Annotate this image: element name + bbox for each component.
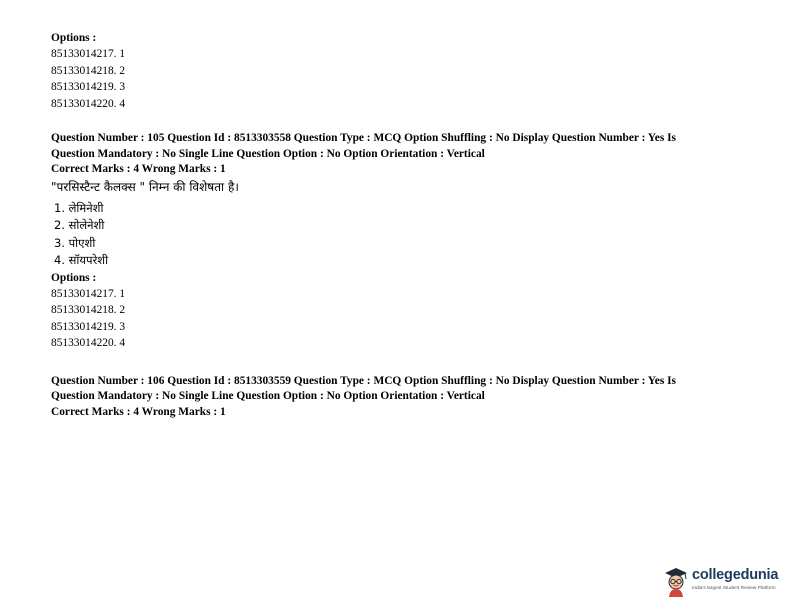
option-item: 85133014220. 4 xyxy=(51,97,126,110)
question-105 xyxy=(51,131,751,352)
question-header-line2: Question Mandatory : No Single Line Question Option : No Option Orientation : Vertical xyxy=(51,390,485,402)
option-item: 85133014219. 3 xyxy=(51,320,126,333)
question-header-line1: Question Number : 106 Question Id : 8513303559 Question Type : MCQ Option Shuffling : No Display Question Number : Yes Is xyxy=(51,374,676,387)
question-header-line2: Question Mandatory : No Single Line Question Option : No Option Orientation : Vertical xyxy=(51,147,485,160)
options-label: Options : xyxy=(51,32,97,44)
option-item: 85133014220. 4 xyxy=(51,337,126,349)
document-page xyxy=(51,30,751,420)
options-label: Options : xyxy=(51,271,97,284)
question-header-line1: Question Number : 105 Question Id : 8513303558 Question Type : MCQ Option Shuffling : No Display Question Number : Yes Is xyxy=(51,132,676,144)
spacer xyxy=(51,112,751,131)
logo-wordmark: collegedunia xyxy=(692,567,779,583)
question-text: "परसिस्टैन्ट कैलक्स " निम्न की विशेषता है। xyxy=(51,179,239,194)
option-item: 85133014219. 3 xyxy=(51,81,126,93)
option-item: 85133014217. 1 xyxy=(51,48,126,60)
logo-tagline: India's largest Student Review Platform xyxy=(692,586,776,591)
collegedunia-logo xyxy=(662,566,782,600)
answer-choices xyxy=(51,200,751,270)
option-item: 85133014218. 2 xyxy=(51,64,126,77)
question-marks: Correct Marks : 4 Wrong Marks : 1 xyxy=(51,163,226,175)
question-marks: Correct Marks : 4 Wrong Marks : 1 xyxy=(51,405,226,418)
spacer xyxy=(51,352,751,374)
option-item: 85133014218. 2 xyxy=(51,304,126,316)
options-block-top xyxy=(51,30,751,112)
answer-choice: 1. लेमिनेशी xyxy=(54,200,104,215)
answer-choice: 3. पोएशी xyxy=(54,235,96,250)
answer-choice: 4. सॉयपरेशी xyxy=(54,253,109,267)
question-106 xyxy=(51,374,751,421)
answer-choice: 2. सोलेनेशी xyxy=(54,218,105,232)
graduate-mascot-icon xyxy=(662,566,690,598)
option-item: 85133014217. 1 xyxy=(51,287,126,300)
